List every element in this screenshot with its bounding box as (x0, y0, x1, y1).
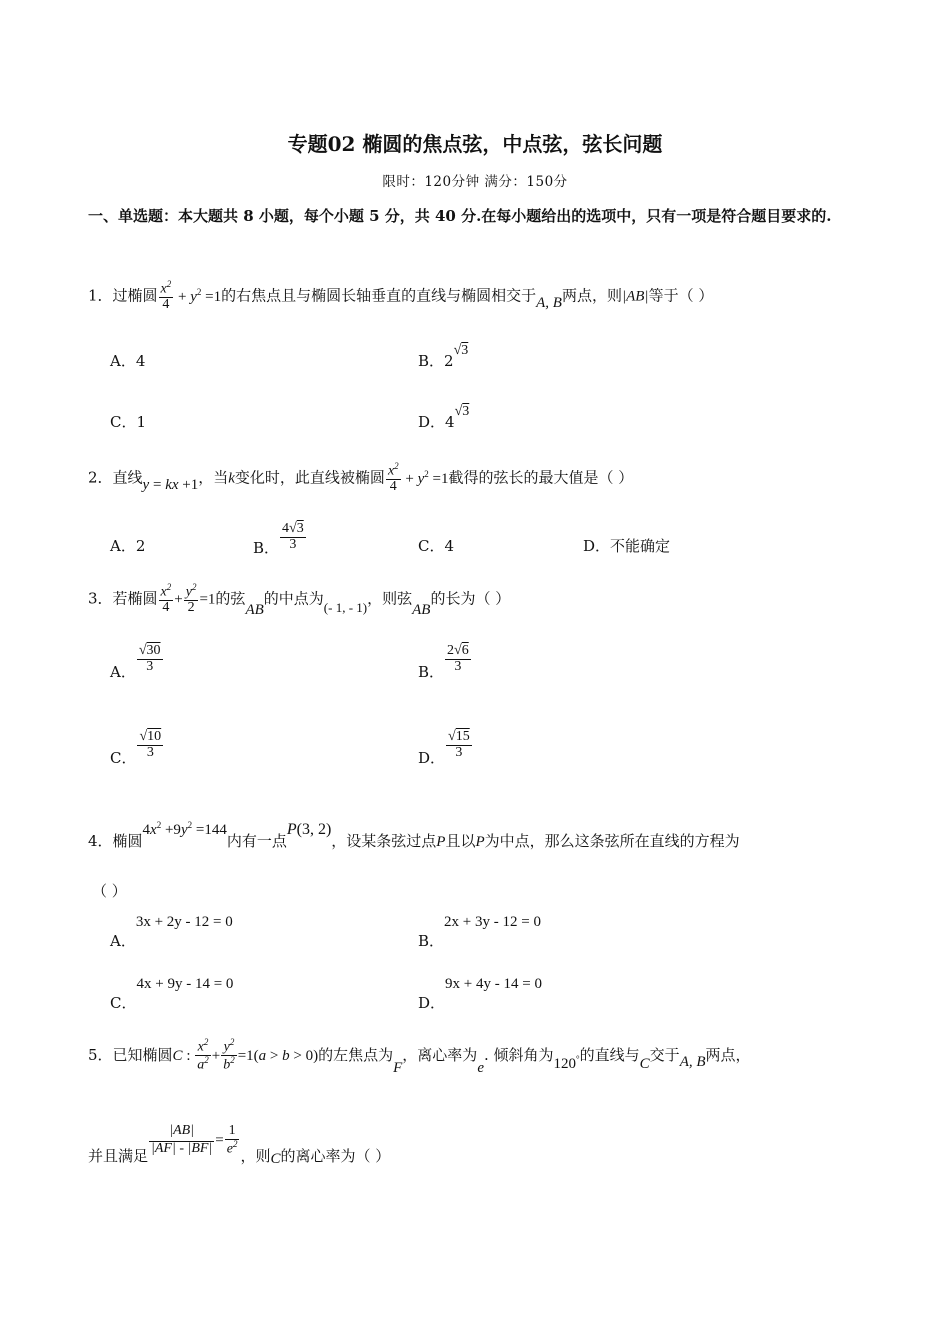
q4-option-b[interactable]: B．2x + 3y - 12 = 0 (418, 914, 541, 950)
q2-option-c[interactable]: C．4 (418, 537, 455, 555)
section-heading: 一、单选题：本大题共 8 小题，每个小题 5 分，共 40 分.在每小题给出的选项中，只有一项是符合题目要求的. (88, 207, 832, 225)
q4-option-d[interactable]: D．9x + 4y - 14 = 0 (418, 976, 542, 1012)
q2-option-b[interactable]: B． $\frac{4√3}{3}$ (253, 521, 304, 558)
q2-option-d[interactable]: D．不能确定 (583, 537, 671, 555)
question-1: 1．过椭圆 $\frac{x^2}{4}$ + $y^2 =1$的右焦点且与椭圆长轴垂直的直线与椭圆相交于A, B两点，则|AB|等于（ ） (88, 279, 714, 313)
q1-option-c[interactable]: C．1 (110, 413, 147, 431)
question-5-line2: 并且满足 $\frac{|AB|}{|AF| - |BF|}$ = $\frac{1}{e^2}$ ，则C的离心率为（ ） (88, 1123, 391, 1167)
q3-option-a[interactable]: A． $\frac{√30}{3}$ (110, 643, 161, 682)
question-2: 2．直线y = kx +1，当k变化时，此直线被椭圆 $\frac{x^2}{4}$ + $y^2 =1$截得的弦长的最大值是（ ） (88, 461, 634, 495)
q3-option-b[interactable]: B． $\frac{2√6}{3}$ (418, 643, 469, 682)
q3-option-d[interactable]: D． $\frac{√15}{3}$ (418, 729, 470, 768)
question-3: 3．若椭圆 $\frac{x^2}{4}$ + $\frac{y^2}{2}$ =1的弦AB的中点为(- 1, - 1)，则弦AB的长为（ ） (88, 582, 511, 618)
q2-option-a[interactable]: A．2 (110, 537, 146, 555)
page-subtitle: 限时：120分钟 满分：150分 (382, 174, 568, 190)
q1-option-b[interactable]: B．2√3 (418, 343, 469, 370)
question-4: 4．椭圆$4x^2 +9y^2 =144$内有一点P(3, 2)，设某条弦过点P且以P为中点，那么这条弦所在直线的方程为 (88, 820, 740, 850)
q4-option-a[interactable]: A．3x + 2y - 12 = 0 (110, 914, 233, 950)
q3-option-c[interactable]: C． $\frac{√10}{3}$ (110, 729, 162, 768)
math-ellipse: $\frac{x^2}{4}$ (160, 279, 172, 313)
question-4-paren: （ ） (92, 882, 127, 900)
question-1-number: 1．过椭圆 (88, 286, 158, 305)
q4-option-c[interactable]: C．4x + 9y - 14 = 0 (110, 976, 234, 1012)
math-ellipse: $\frac{x^2}{4}$ (387, 461, 399, 495)
q1-option-a[interactable]: A．4 (110, 352, 146, 370)
q1-option-d[interactable]: D．4√3 (418, 404, 470, 431)
question-5: 5．已知椭圆C : $\frac{x^2}{a^2}$ + $\frac{y^2}{b^2}$ =1(a > b > 0)的左焦点为F，离心率为e. 倾斜角为120°的直线与C交于A, B两点， (88, 1037, 751, 1076)
page-title: 专题02 椭圆的焦点弦，中点弦，弦长问题 (287, 132, 663, 156)
